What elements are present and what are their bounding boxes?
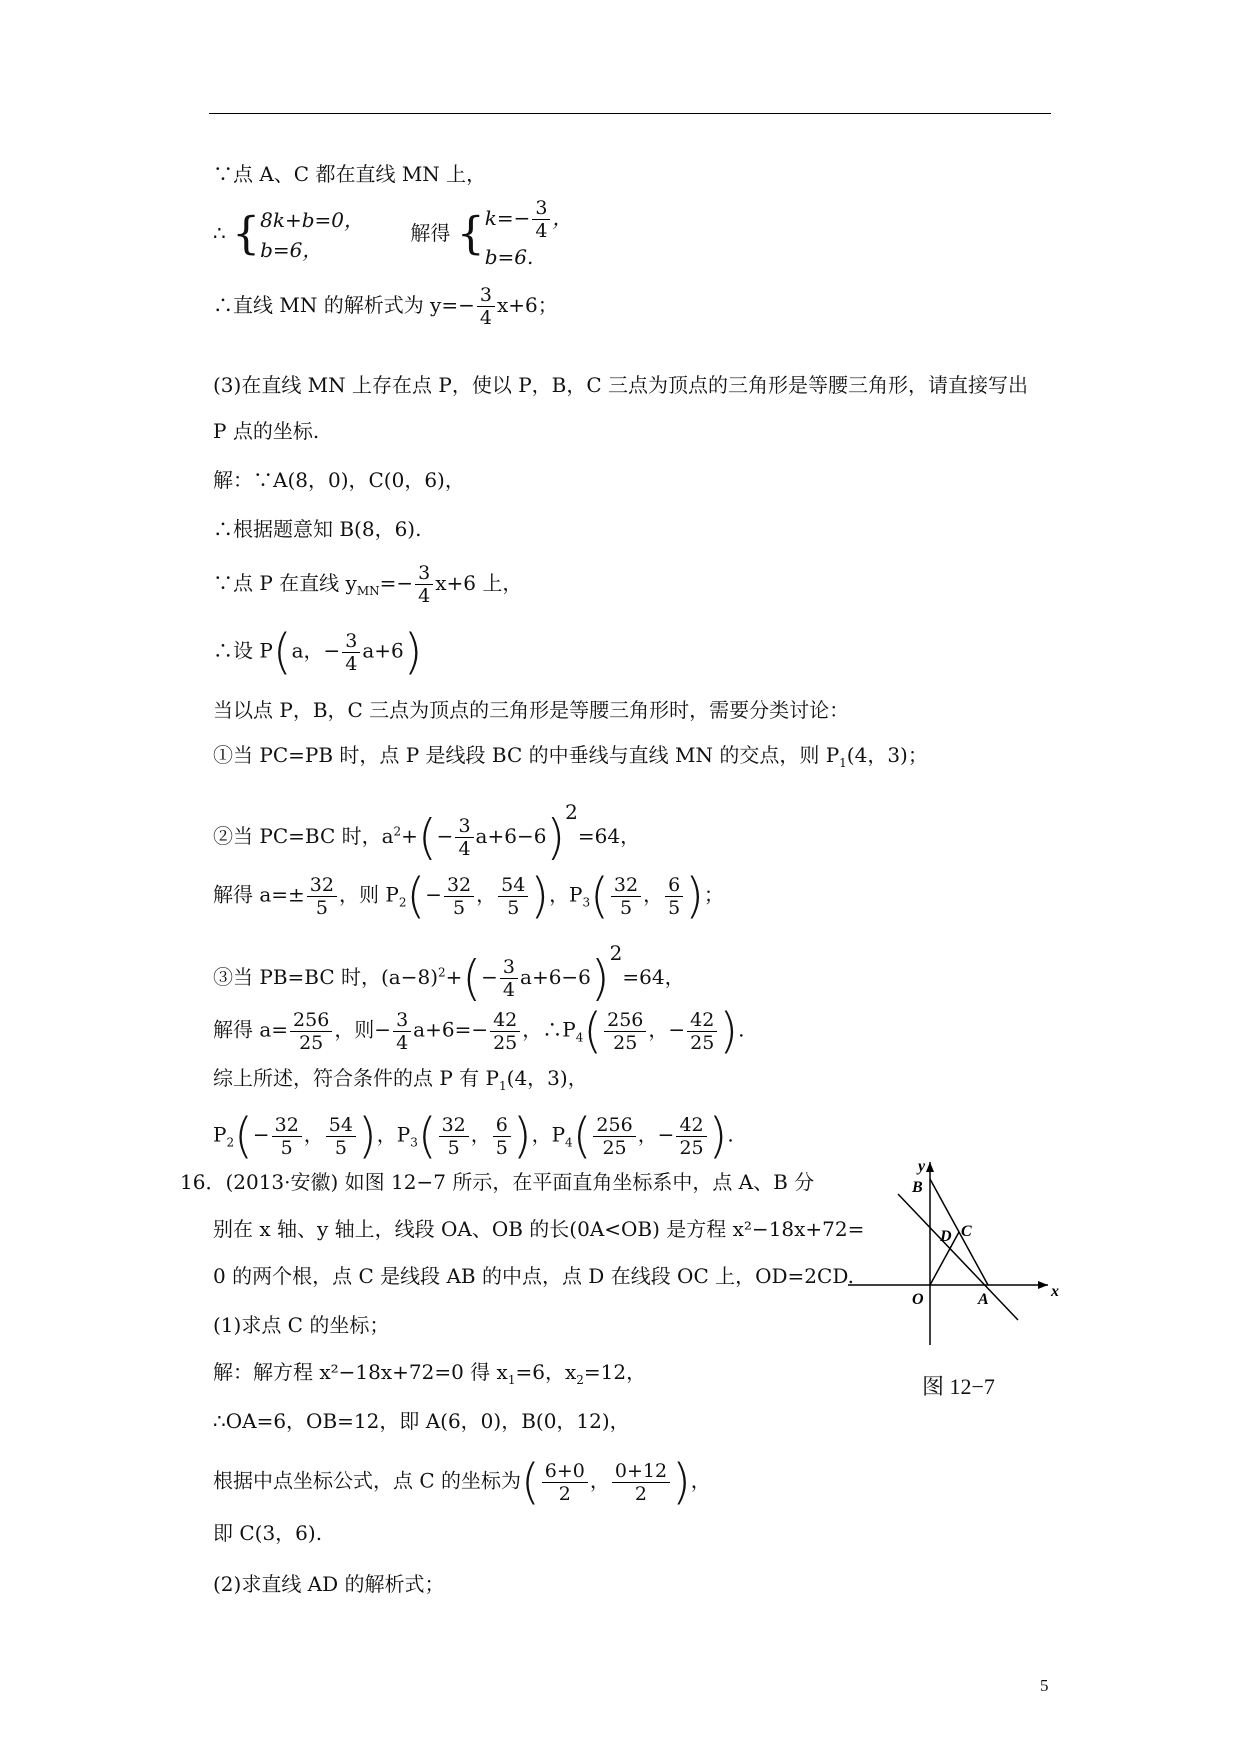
fraction: $\frac{32}{5}$: [272, 1114, 302, 1159]
k-eq: k=−: [484, 206, 531, 230]
text-line: P 点的坐标.: [213, 419, 320, 443]
figure-caption: 图 12−7: [922, 1374, 995, 1399]
fraction: $\frac{3}{4}$: [532, 197, 550, 242]
fraction: $\frac{32}{5}$: [611, 874, 641, 919]
text-line: 别在 x 轴、y 轴上，线段 OA、OB 的长(0A<OB) 是方程 x²−18x+72=: [213, 1217, 865, 1241]
fraction: $\frac{256}{25}$: [604, 1009, 646, 1054]
fraction: $\frac{3}{4}$: [500, 956, 518, 1001]
text-line: ∵点 P 在直线 $y_{MN}=-$ $\frac{3}{4}$ x+6 上，: [213, 562, 523, 607]
text-line: ∵点 A、C 都在直线 MN 上，: [213, 162, 487, 186]
text-line: 根据中点坐标公式，点 C 的坐标为( $\frac{6+0}{2}$ ， $\frac{0+12}{2}$ )，: [213, 1454, 711, 1510]
fraction: $\frac{3}{4}$: [342, 630, 360, 675]
text-line: 解：∵A(8，0)，C(0，6)，: [213, 468, 465, 492]
fraction: $\frac{42}{25}$: [676, 1114, 706, 1159]
text-line: (3)在直线 MN 上存在点 P，使以 P，B，C 三点为顶点的三角形是等腰三角形，请直接写出: [213, 373, 1029, 397]
text-line: 综上所述，符合条件的点 P 有 $P_1(4$，3)，: [213, 1066, 588, 1093]
fraction: $\frac{6+0}{2}$: [542, 1460, 588, 1505]
label-a: A: [978, 1291, 989, 1308]
fraction: $\frac{42}{25}$: [687, 1009, 717, 1054]
fraction: $\frac{6}{5}$: [665, 874, 683, 919]
fraction: $\frac{3}{4}$: [455, 815, 473, 860]
text-line: ∴直线 MN 的解析式为 y=− $\frac{3}{4}$ x+6；: [213, 284, 558, 329]
header-rule: [209, 113, 1051, 114]
fraction: $\frac{32}{5}$: [444, 874, 474, 919]
label-x: x: [1051, 1283, 1059, 1300]
text-line: $P_2(-$ $\frac{32}{5}$ ， $\frac{54}{5}$ )，$P_3$( $\frac{32}{5}$ ， $\frac{6}{5}$ )，$P_4$( $\frac{256}{25}$ ，− $\frac{42}{25}$ ).: [213, 1108, 734, 1164]
coordinate-figure: [848, 1157, 1058, 1347]
fraction: $\frac{3}{4}$: [393, 1009, 411, 1054]
text-line: (1)求点 C 的坐标；: [213, 1313, 390, 1337]
left-brace: {: [456, 208, 485, 260]
b-eq: b=6.: [484, 245, 534, 269]
fraction: $\frac{0+12}{2}$: [612, 1460, 670, 1505]
fraction: $\frac{54}{5}$: [498, 874, 528, 919]
text-line: 解：解方程 x²−18x+72=0 得 $x_1=6$，$x_2=12$，: [213, 1360, 647, 1387]
y-arrow: [926, 1162, 934, 1172]
problem-16-line: 16．(2013·安徽) 如图 12−7 所示，在平面直角坐标系中，点 A、B 分: [180, 1170, 815, 1194]
text-line: ②当 PC=BC 时，$a^2+(-$ $\frac{3}{4}$ a+6−6)$^2$=64，: [213, 800, 641, 866]
text-line: ∴根据题意知 B(8，6).: [213, 517, 422, 541]
label-y: y: [918, 1158, 926, 1175]
fraction: $\frac{54}{5}$: [326, 1114, 356, 1159]
text-line: ③当 PB=BC 时，$(a-8)^2+(-$ $\frac{3}{4}$ a+6−6)$^2$=64，: [213, 941, 685, 1007]
left-brace: {: [232, 208, 261, 260]
eq1: 8k+b=0，: [260, 207, 364, 232]
text-line: ①当 PC=PB 时，点 P 是线段 BC 的中垂线与直线 MN 的交点，则 $P_1(4$，3)；: [213, 743, 928, 770]
x-arrow: [1038, 1281, 1048, 1289]
system-right: k=− $\frac{3}{4}$ ， b=6.: [485, 197, 573, 272]
fraction: $\frac{32}{5}$: [307, 874, 337, 919]
text-line: 当以点 P，B，C 三点为顶点的三角形是等腰三角形时，需要分类讨论：: [213, 698, 850, 722]
fraction: $\frac{42}{25}$: [490, 1009, 520, 1054]
text-line: (2)求直线 AD 的解析式；: [213, 1572, 445, 1596]
fraction: $\frac{6}{5}$: [493, 1114, 511, 1159]
fraction: $\frac{3}{4}$: [477, 284, 495, 329]
fraction: $\frac{256}{25}$: [593, 1114, 635, 1159]
text-line: 即 C(3，6).: [213, 1521, 323, 1545]
text-line: 解得 a=± $\frac{32}{5}$ ，则 $P_2(-$ $\frac{32}{5}$ ， $\frac{54}{5}$ )，$P_3$( $\frac{32}{5}$ ， $\frac{6}{5}$ )；: [213, 868, 724, 924]
label-b: B: [912, 1179, 923, 1196]
label-c: C: [961, 1223, 972, 1240]
text-line: 0 的两个根，点 C 是线段 AB 的中点，点 D 在线段 OC 上，OD=2CD.: [213, 1264, 855, 1288]
text-line: 解得 a= $\frac{256}{25}$ ，则− $\frac{3}{4}$ a+6=− $\frac{42}{25}$ ，$\therefore P_4$( $\frac{256}{25}$ ，− $\frac{42}{25}$ ).: [213, 1003, 745, 1059]
equation-system-line: [213, 197, 572, 272]
solve-label: 解得: [410, 221, 451, 245]
therefore-symbol: ∴: [213, 221, 226, 245]
fraction: $\frac{32}{5}$: [439, 1114, 469, 1159]
label-o: O: [912, 1291, 924, 1308]
system-left: [260, 205, 364, 265]
fraction: $\frac{3}{4}$: [415, 562, 433, 607]
fraction: $\frac{256}{25}$: [290, 1009, 332, 1054]
text-line: ∴设 P(a，− $\frac{3}{4}$ a+6): [213, 624, 423, 680]
text-line: ∴OA=6，OB=12，即 A(6，0)，B(0，12)，: [213, 1409, 630, 1433]
page-number: 5: [1040, 1676, 1049, 1695]
eq2: b=6，: [260, 237, 323, 262]
label-d: D: [940, 1228, 952, 1245]
